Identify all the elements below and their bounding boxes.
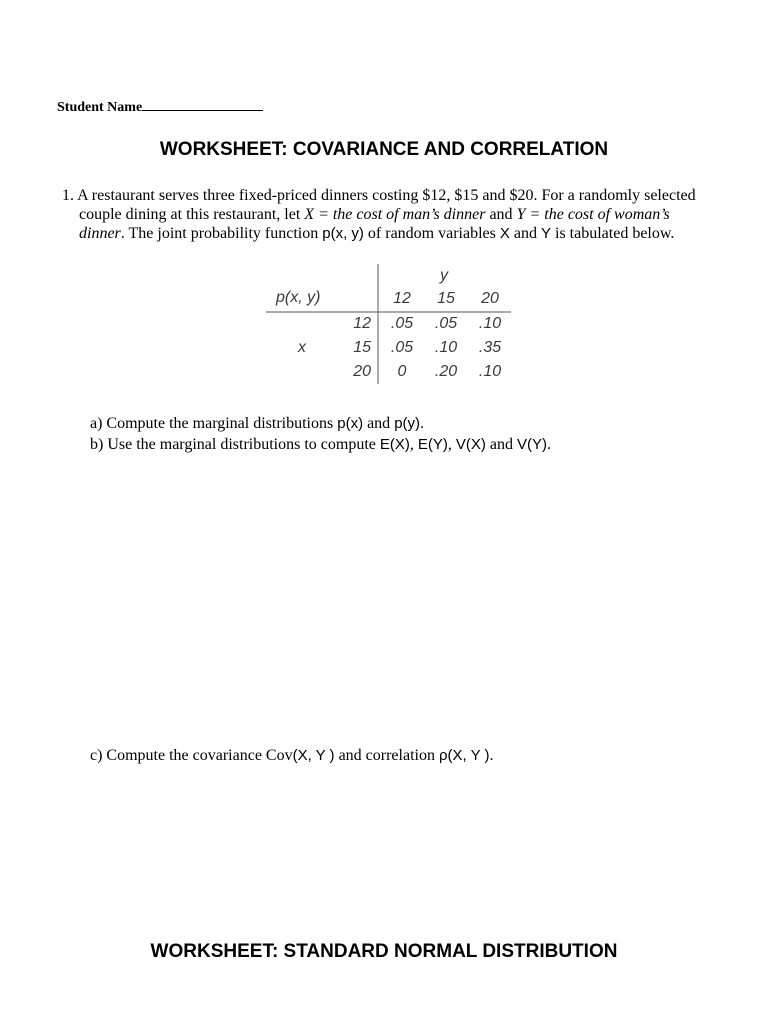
q1-l3-X: X <box>499 225 510 242</box>
q1-pxy: p(x, y) <box>322 225 364 242</box>
q1-l2-and: and <box>485 206 517 223</box>
part-b <box>90 436 551 454</box>
table-cell: .10 <box>478 363 502 380</box>
q1-var-x: X <box>304 206 315 223</box>
q1-l3-a: . The joint probability function <box>120 225 323 242</box>
q1-var-y: Y <box>516 206 526 223</box>
q1-l3-b: of random variables <box>363 225 500 242</box>
table-cell: .10 <box>434 339 458 356</box>
student-name-label: Student Name <box>57 100 143 115</box>
part-a-end: . <box>420 415 425 432</box>
table-col-header: 20 <box>481 290 499 307</box>
table-row-header: 12 <box>353 315 371 332</box>
part-c-mid: and correlation <box>334 747 439 764</box>
part-c-end: . <box>489 747 494 764</box>
part-c-cov: (X, Y ) <box>292 747 335 764</box>
question-1-text-1: A restaurant serves three fixed-priced dinners costing $12, $15 and $20. For a randomly selected <box>77 187 696 204</box>
worksheet-title-covariance: WORKSHEET: COVARIANCE AND CORRELATION <box>159 139 609 160</box>
joint-probability-table <box>262 262 518 386</box>
q1-l3-Y: Y <box>540 225 551 242</box>
table-cell: .05 <box>434 315 458 332</box>
q1-y-def: = the cost of woman’s <box>525 206 670 223</box>
question-1-line-2 <box>62 205 722 224</box>
table-cell: .35 <box>478 339 502 356</box>
part-c <box>90 747 493 765</box>
part-b-end: . <box>547 436 551 453</box>
table-row-header: 15 <box>353 339 371 356</box>
table-row-var: x <box>298 339 306 356</box>
part-b-ex: E(X) <box>379 436 410 453</box>
part-b-vy: V(Y) <box>517 436 547 453</box>
question-1 <box>62 186 722 243</box>
part-c-text: c) Compute the covariance Cov <box>90 747 293 764</box>
table-row-header: 20 <box>353 363 371 380</box>
table-col-var: y <box>440 267 448 284</box>
q1-l3-d: is tabulated below. <box>551 225 675 242</box>
table-cell: 0 <box>397 363 407 380</box>
part-b-text: b) Use the marginal distributions to compute <box>90 436 380 453</box>
table-col-header: 12 <box>393 290 411 307</box>
question-1-line-1 <box>62 186 722 205</box>
part-a-px: p(x) <box>337 415 364 432</box>
table-cell: .10 <box>478 315 502 332</box>
part-a-py: p(y) <box>394 415 421 432</box>
table-cell: .05 <box>390 339 414 356</box>
student-name-field <box>57 98 263 116</box>
q1-l3-c: and <box>509 225 541 242</box>
part-b-sep: , <box>447 436 456 453</box>
question-1-line-3 <box>62 224 722 243</box>
part-c-rho: ρ(X, Y ) <box>438 747 490 764</box>
q1-l2-a: couple dining at this restaurant, let <box>79 206 305 223</box>
part-a-mid: and <box>363 415 395 432</box>
part-b-mid: and <box>485 436 517 453</box>
part-b-sep: , <box>409 436 418 453</box>
part-b-ey: E(Y) <box>417 436 448 453</box>
table-col-header: 15 <box>437 290 455 307</box>
q1-l3-dinner: dinner <box>79 225 121 242</box>
part-a-text: a) Compute the marginal distributions <box>90 415 338 432</box>
student-name-blank <box>142 98 263 111</box>
table-cell: .20 <box>434 363 458 380</box>
table-cell: .05 <box>390 315 414 332</box>
part-a <box>90 415 424 433</box>
worksheet-title-normal: WORKSHEET: STANDARD NORMAL DISTRIBUTION <box>150 941 618 962</box>
table-corner-label: p(x, y) <box>276 289 321 306</box>
q1-x-def: = the cost of man’s dinner <box>314 206 486 223</box>
question-number: 1. <box>62 187 74 204</box>
part-b-vx: V(X) <box>455 436 486 453</box>
